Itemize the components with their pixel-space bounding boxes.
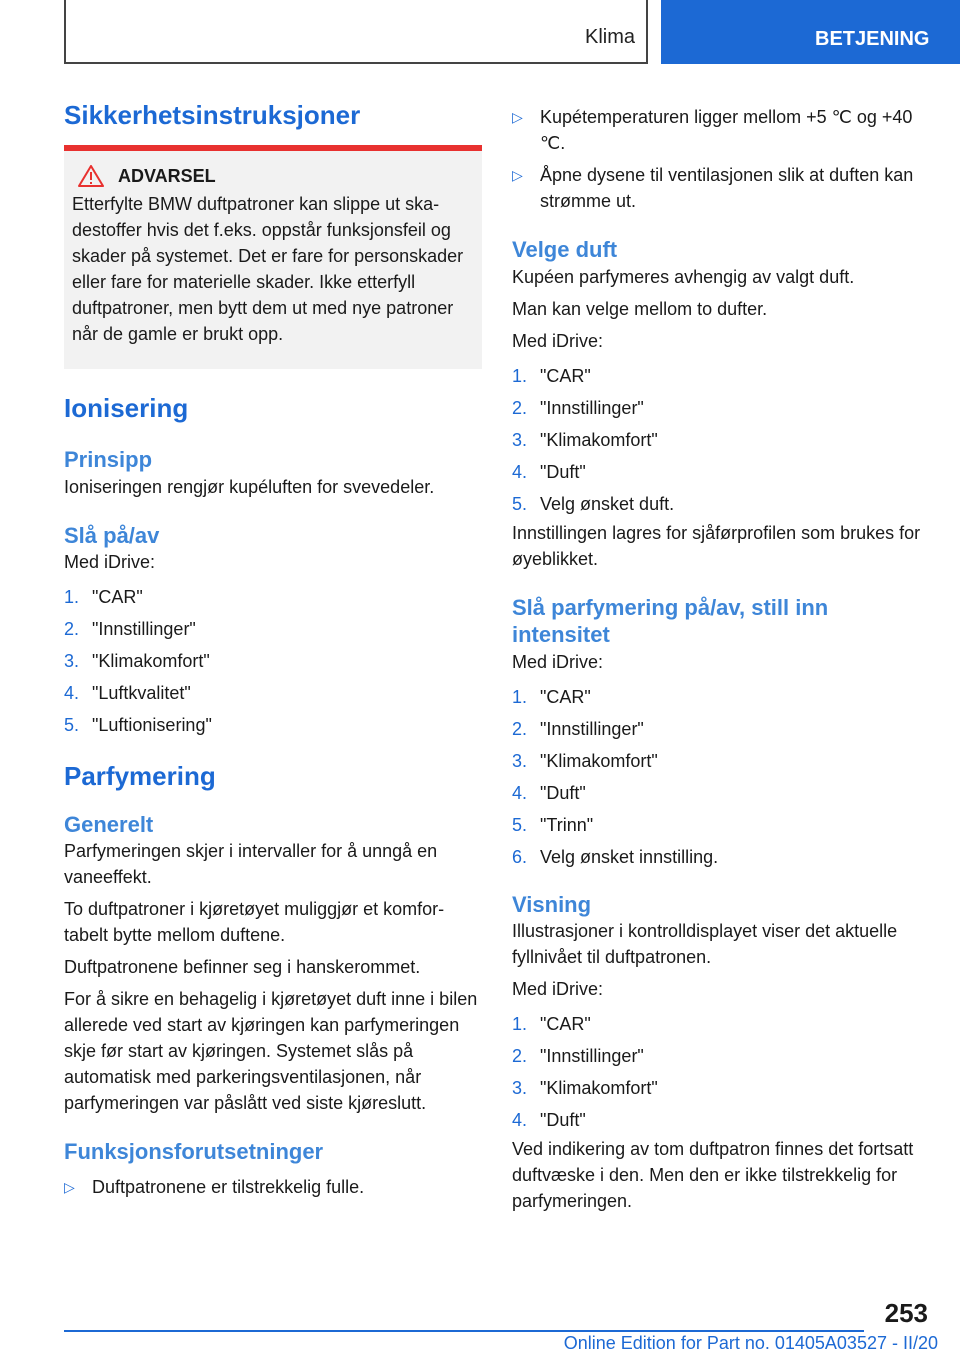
select-steps bbox=[512, 360, 922, 520]
list-item: 1. "CAR" bbox=[64, 587, 143, 608]
principle-text: Ioniseringen rengjør kupéluften for svevedeler. bbox=[64, 476, 435, 497]
display-steps bbox=[512, 1008, 922, 1136]
general-paragraph-4: For å sikre en behagelig i kjøretøyet duft inne i bilen allerede ved start av kjøringen kan parfymeringen skje før start av kjøringen. Systemet slås på automatisk med parkeringsventilasjonen, når parfymeringen var påslått ved siste kjøreslutt. bbox=[64, 989, 478, 1114]
requirements-list-continued bbox=[512, 104, 922, 214]
general-paragraph-1: Parfymeringen skjer i intervaller for å unngå en vaneeffekt. bbox=[64, 841, 438, 888]
right-column bbox=[512, 104, 922, 1214]
warning-title bbox=[72, 165, 474, 187]
list-item: ▷ Åpne dysene til ventilasjonen slik at duften kan strømme ut. bbox=[512, 162, 922, 214]
list-item: 3. "Klimakomfort" bbox=[512, 1078, 658, 1098]
general-paragraph-3: Duftpatronene befinner seg i hanskerommet. bbox=[64, 957, 421, 978]
heading-principle: Prinsipp bbox=[64, 447, 153, 473]
display-paragraph-1: Illustrasjoner i kontrolldisplayet viser det aktuelle fyllnivået til duftpatronen. bbox=[512, 921, 898, 967]
footer-edition: Online Edition for Part no. 01405A03527 - II/20 bbox=[563, 1333, 938, 1353]
general-paragraph-2: To duftpatroner i kjøretøyet muliggjør et komfortabelt bytte mellom duftene. bbox=[64, 899, 445, 946]
warning-text: Etterfylte BMW duftpatroner kan slippe ut skadestoffer hvis det f.eks. oppstår funksjonsfeil og skader på systemet. Det er fare for personskader eller fare for materielle skader. Ikke etterfyll duftpatroner, men bytt dem ut med nye patroner når de gamle er brukt opp. bbox=[72, 194, 464, 345]
list-item: 4. "Duft" bbox=[512, 461, 586, 482]
heading-intensity: Slå parfymering på/av, still inn intensitet bbox=[512, 594, 829, 647]
list-item: 3. "Klimakomfort" bbox=[512, 750, 658, 771]
list-item: ▷ Duftpatronene er tilstrekkelig fulle. bbox=[64, 1174, 482, 1200]
page-number: 253 bbox=[884, 1298, 928, 1328]
with-idrive-label: Med iDrive: bbox=[64, 552, 156, 573]
list-item: 6. Velg ønsket innstilling. bbox=[512, 846, 719, 867]
warning-box bbox=[64, 145, 482, 369]
warning-icon bbox=[78, 165, 104, 187]
requirements-list-start bbox=[64, 1174, 482, 1200]
heading-requirements: Funksjonsforutsetninger bbox=[64, 1139, 324, 1165]
heading-ionisation: Ionisering bbox=[64, 393, 189, 424]
list-item: 2. "Innstillinger" bbox=[512, 718, 644, 739]
list-item: 2. "Innstillinger" bbox=[512, 397, 644, 418]
heading-safety: Sikkerhetsinstruksjoner bbox=[64, 100, 361, 130]
heading-select-scent: Velge duft bbox=[512, 237, 618, 262]
list-item: 1. "CAR" bbox=[512, 686, 591, 707]
list-item: 5. Velg ønsket duft. bbox=[512, 493, 675, 514]
intensity-steps bbox=[512, 681, 922, 873]
list-item: 2. "Innstillinger" bbox=[512, 1046, 644, 1066]
list-item: 4. "Duft" bbox=[512, 782, 586, 803]
triangle-bullet-icon: ▷ bbox=[64, 1178, 75, 1195]
select-paragraph-1: Kupéen parfymeres avhengig av valgt duft. bbox=[512, 266, 855, 287]
with-idrive-label: Med iDrive: bbox=[512, 330, 604, 351]
with-idrive-label: Med iDrive: bbox=[512, 651, 604, 672]
triangle-bullet-icon: ▷ bbox=[512, 109, 523, 125]
with-idrive-label: Med iDrive: bbox=[512, 979, 604, 999]
header-chapter-tab: BETJENING bbox=[661, 0, 960, 64]
heading-display: Visning bbox=[512, 891, 592, 917]
display-after-text: Ved indikering av tom duftpatron finnes det fortsatt duftvæske i den. Men den er ikke tilstrekkelig for parfymeringen. bbox=[512, 1139, 914, 1211]
list-item: ▷ Kupétemperaturen ligger mellom +5 ℃ og +40 ℃. bbox=[512, 104, 922, 156]
ionisation-steps bbox=[64, 581, 482, 741]
footer-divider bbox=[64, 1330, 864, 1332]
left-column bbox=[64, 100, 482, 1200]
heading-general: Generelt bbox=[64, 811, 154, 837]
list-item: 4. "Luftkvalitet" bbox=[64, 683, 191, 704]
select-after-text: Innstillingen lagres for sjåførprofilen som brukes for øyeblikket. bbox=[512, 522, 921, 569]
heading-on-off: Slå på/av bbox=[64, 522, 160, 548]
triangle-bullet-icon: ▷ bbox=[512, 167, 523, 183]
heading-perfume: Parfymering bbox=[64, 761, 216, 792]
list-item: 3. "Klimakomfort" bbox=[64, 651, 210, 672]
list-item: 1. "CAR" bbox=[512, 365, 591, 386]
list-item: 5. "Luftionisering" bbox=[64, 715, 212, 736]
list-item: 5. "Trinn" bbox=[512, 814, 594, 835]
warning-label: ADVARSEL bbox=[118, 165, 216, 186]
list-item: 1. "CAR" bbox=[512, 1014, 591, 1034]
header-section-title: Klima bbox=[584, 26, 635, 48]
select-paragraph-2: Man kan velge mellom to dufter. bbox=[512, 298, 768, 319]
list-item: 4. "Duft" bbox=[512, 1110, 586, 1130]
list-item: 3. "Klimakomfort" bbox=[512, 429, 658, 450]
list-item: 2. "Innstillinger" bbox=[64, 619, 196, 640]
header-frame bbox=[64, 0, 648, 64]
